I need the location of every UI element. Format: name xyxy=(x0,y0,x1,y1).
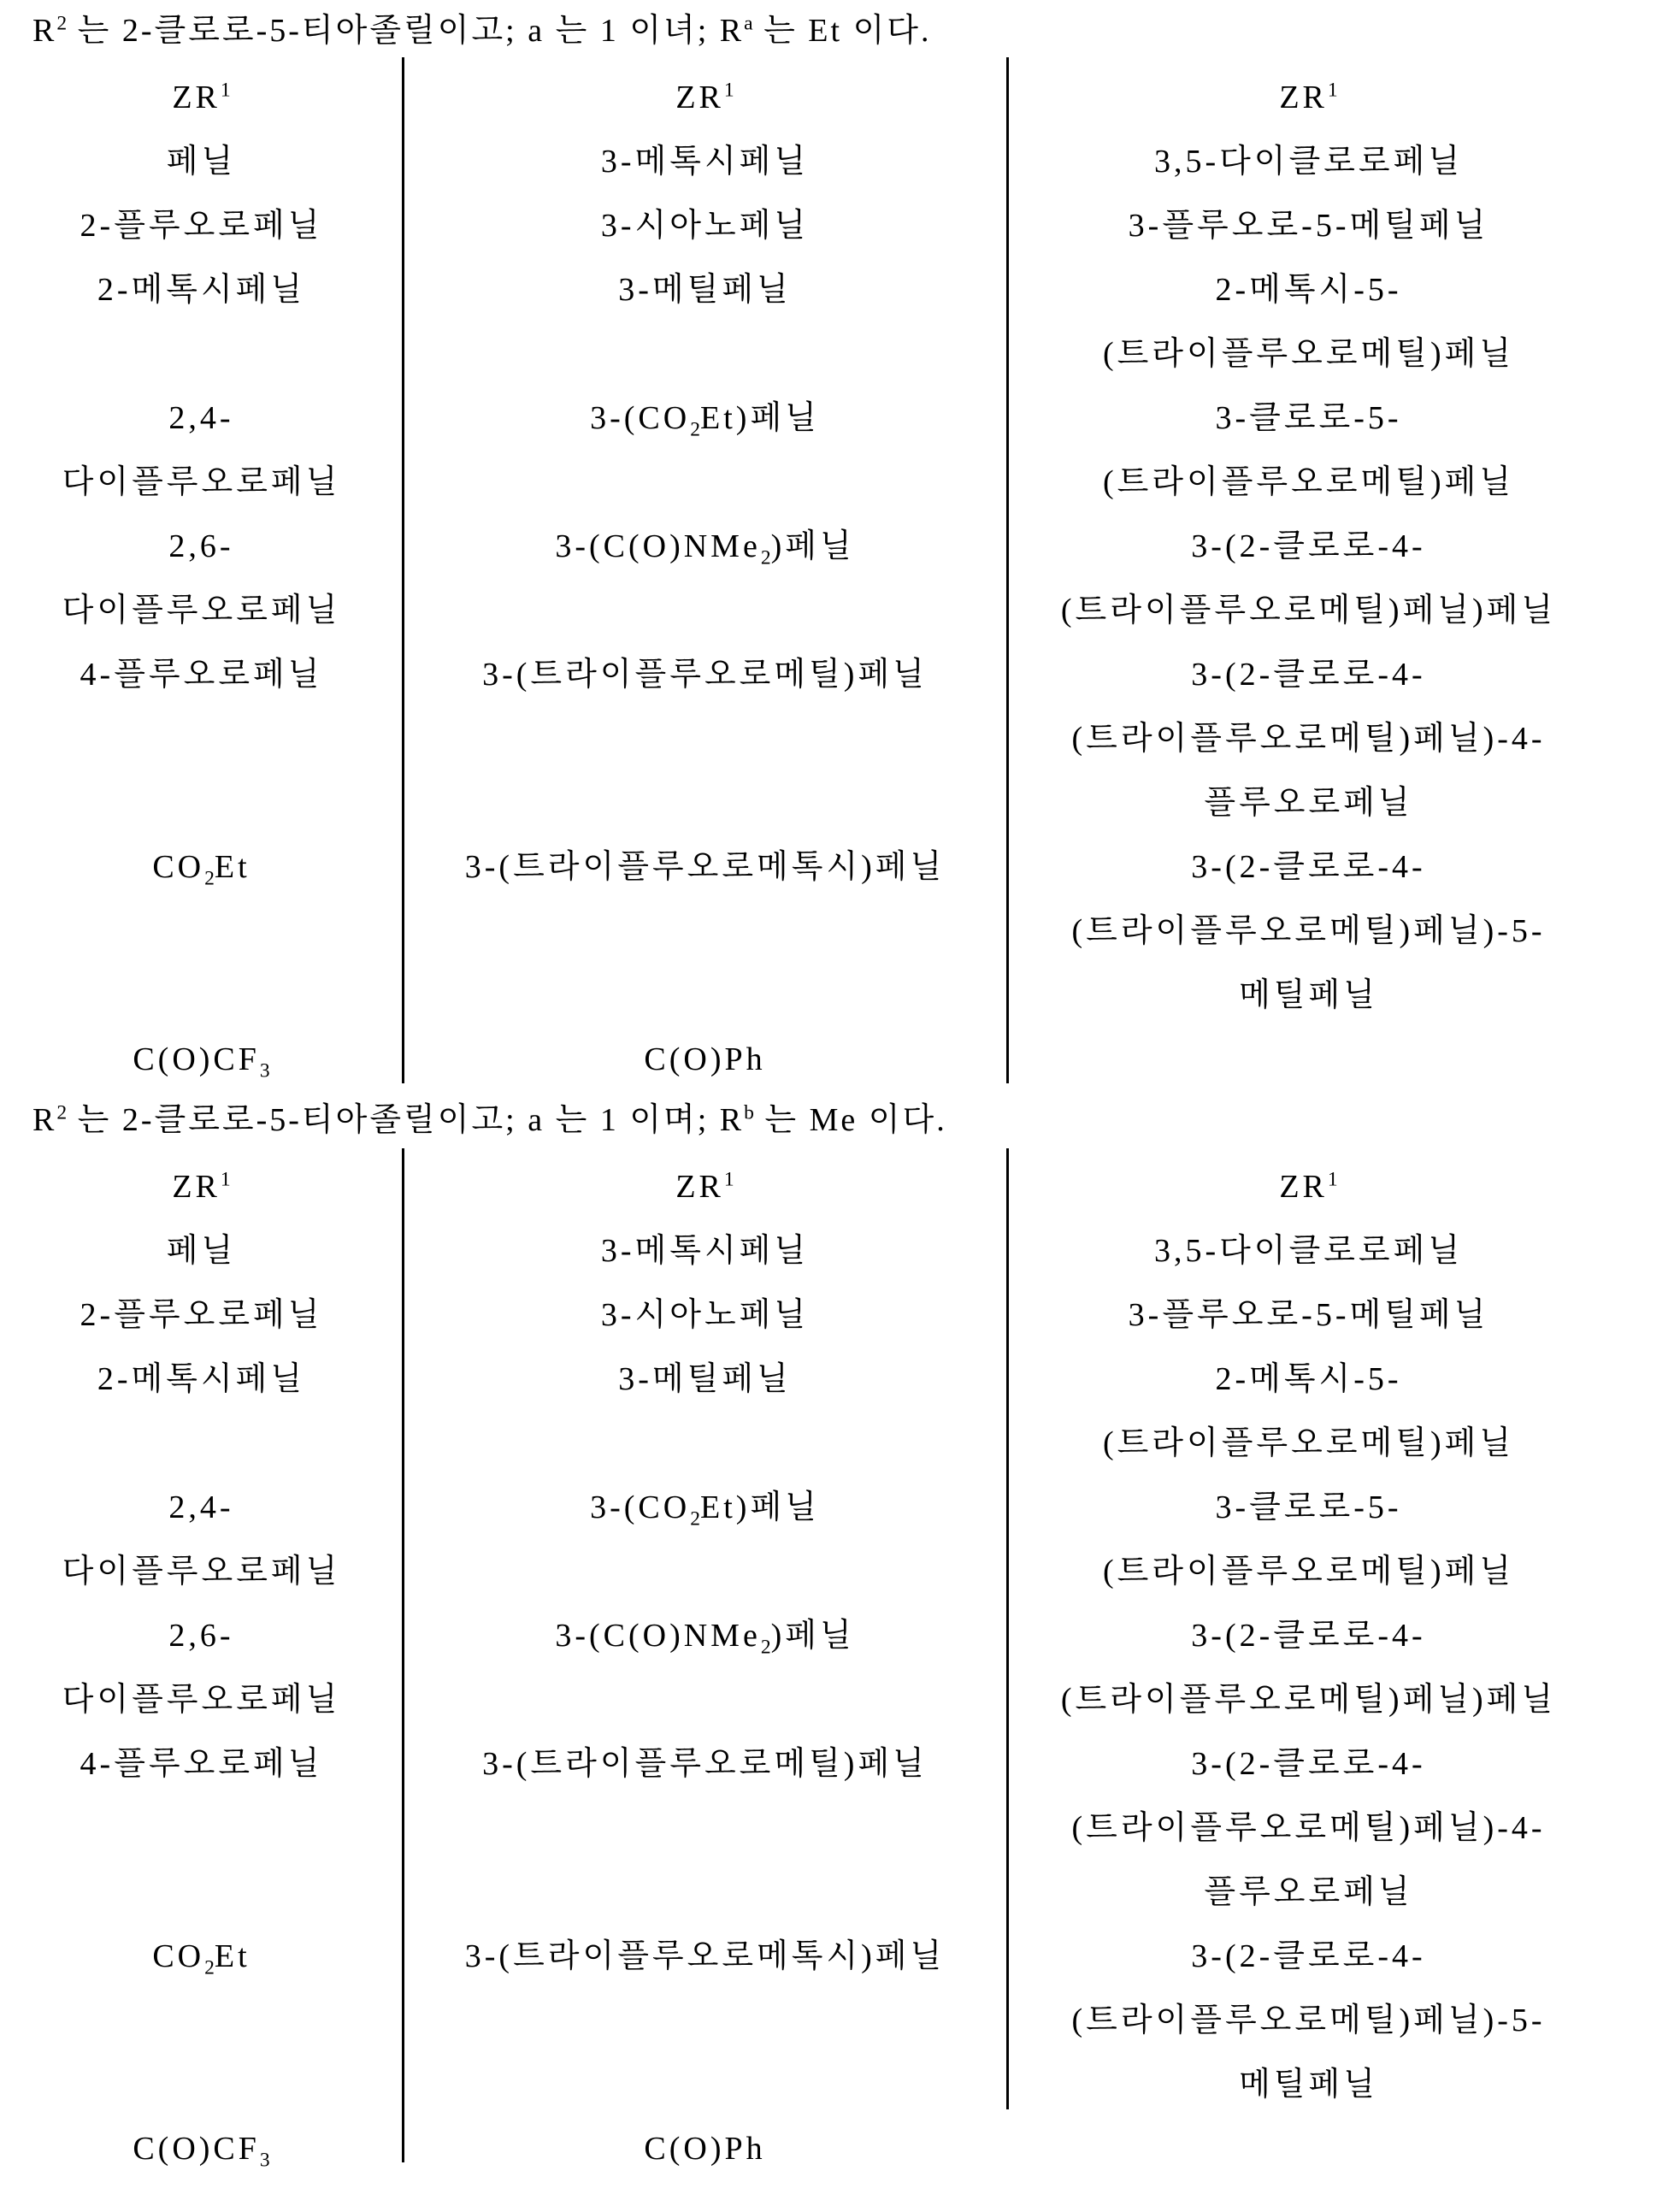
substituent-cell: 3-플루오로-5-메틸페닐 xyxy=(1128,1297,1489,1333)
substituent-cell: 다이플루오로페닐 xyxy=(62,464,341,500)
substituent-cell: 3-(2-클로로-4- xyxy=(1191,849,1426,885)
column-header-label: ZR xyxy=(675,1169,724,1205)
substituent-cell: 3-(2-클로로-4- xyxy=(1191,1938,1426,1974)
formula-part: 3-(C(O)NMe xyxy=(555,1618,761,1654)
substituent-cell: (트라이플루오로메틸)페닐 xyxy=(1102,1554,1515,1590)
substituent-cell: 2-메톡시-5- xyxy=(1215,1361,1402,1397)
formula-subscript: 2 xyxy=(760,1636,771,1659)
substituent-cell: 3-플루오로-5-메틸페닐 xyxy=(1128,208,1489,244)
substituent-cell: 3-클로로-5- xyxy=(1215,1489,1402,1525)
formula-subscript: 3 xyxy=(259,2149,270,2172)
substituent-cell: 3-(2-클로로-4- xyxy=(1191,1618,1426,1654)
substituent-cell: 3-메톡시페닐 xyxy=(600,1233,810,1269)
column-header xyxy=(403,80,1007,115)
substituent-cell: 2,4- xyxy=(168,400,234,436)
substituent-cell: 페닐 xyxy=(166,144,237,180)
column-header xyxy=(0,1170,403,1204)
condition-text-a: 는 2-클로로-5-티아졸릴이고; a 는 1 이녀; R xyxy=(67,13,745,49)
condition-text-b: 는 Et 이다. xyxy=(752,13,932,49)
r2-superscript: 2 xyxy=(56,1101,68,1124)
substituent-cell: C(O)Ph xyxy=(644,1041,766,1077)
column-header-superscript: 1 xyxy=(723,79,734,102)
substituent-cell: 플루오로페닐 xyxy=(1204,1874,1413,1910)
substituent-cell: (트라이플루오로메틸)페닐)-5- xyxy=(1071,913,1546,949)
formula-subscript: 3 xyxy=(259,1059,270,1082)
formula-part: Et)페닐 xyxy=(700,1489,820,1525)
column-header-superscript: 1 xyxy=(723,1168,734,1191)
formula-part: 3-(CO xyxy=(590,400,691,436)
r-superscript: a xyxy=(744,12,753,35)
substituent-cell: 3-(트라이플루오로메톡시)페닐 xyxy=(464,1938,946,1974)
substituent-cell: 3-(2-클로로-4- xyxy=(1191,528,1426,564)
substituent-cell: 3-메틸페닐 xyxy=(618,1361,792,1397)
substituent-cell: 2-메톡시페닐 xyxy=(97,1361,306,1397)
column-header-label: ZR xyxy=(1279,1169,1328,1205)
substituent-cell: 3,5-다이클로로페닐 xyxy=(1153,1233,1464,1269)
condition-text-b: 는 Me 이다. xyxy=(753,1102,947,1138)
formula-part: C(O)CF xyxy=(133,2131,260,2167)
r2-superscript: 2 xyxy=(56,12,68,35)
formula-part: CO xyxy=(152,1938,205,1974)
formula-part: 3-(CO xyxy=(590,1489,691,1525)
column-header xyxy=(1007,80,1610,115)
formula-part: 3-(C(O)NMe xyxy=(555,528,761,564)
column-header-label: ZR xyxy=(172,1169,221,1205)
condition-statement xyxy=(32,14,932,48)
substituent-cell: 3-(2-클로로-4- xyxy=(1191,657,1426,693)
substituent-cell: 3-(트라이플루오로메틸)페닐 xyxy=(482,657,928,693)
column-header xyxy=(1007,1170,1610,1204)
substituent-cell: 다이플루오로페닐 xyxy=(62,593,341,628)
substituent-cell: 3-메톡시페닐 xyxy=(600,144,810,180)
substituent-cell: 4-플루오로페닐 xyxy=(80,1746,323,1782)
substituent-cell: 2,4- xyxy=(168,1489,234,1525)
substituent-cell: 2-플루오로페닐 xyxy=(80,208,323,244)
substituent-cell: C(O)Ph xyxy=(644,2131,766,2167)
substituent-cell: 3-시아노페닐 xyxy=(600,208,810,244)
condition-statement xyxy=(32,1103,947,1137)
formula-subscript: 2 xyxy=(204,867,215,890)
formula-part: Et xyxy=(214,849,251,885)
substituent-cell: 메틸페닐 xyxy=(1239,977,1378,1013)
formula-part: CO xyxy=(152,849,205,885)
column-header-superscript: 1 xyxy=(220,79,231,102)
formula-part: )페닐 xyxy=(770,1618,855,1654)
formula-subscript: 2 xyxy=(760,546,771,569)
formula-part: C(O)CF xyxy=(133,1041,260,1077)
substituent-cell: 3-클로로-5- xyxy=(1215,400,1402,436)
substituent-cell: 2,6- xyxy=(168,528,234,564)
substituent-cell: (트라이플루오로메틸)페닐)페닐 xyxy=(1060,593,1557,628)
column-header-superscript: 1 xyxy=(220,1168,231,1191)
substituent-cell: 메틸페닐 xyxy=(1239,2067,1378,2103)
condition-text-a: 는 2-클로로-5-티아졸릴이고; a 는 1 이며; R xyxy=(67,1102,745,1138)
substituent-cell: (트라이플루오로메틸)페닐)-4- xyxy=(1071,721,1546,757)
column-header-superscript: 1 xyxy=(1327,79,1338,102)
formula-subscript: 2 xyxy=(204,1956,215,1979)
substituent-cell xyxy=(403,1489,1007,1531)
formula-part: Et)페닐 xyxy=(700,400,820,436)
column-header-superscript: 1 xyxy=(1327,1168,1338,1191)
substituent-cell xyxy=(403,528,1007,569)
substituent-cell: 다이플루오로페닐 xyxy=(62,1554,341,1590)
column-header xyxy=(403,1170,1007,1204)
substituent-cell xyxy=(0,2131,403,2172)
substituent-cell: (트라이플루오로메틸)페닐 xyxy=(1102,336,1515,372)
substituent-cell: 페닐 xyxy=(166,1233,237,1269)
substituent-cell: (트라이플루오로메틸)페닐)-5- xyxy=(1071,2003,1546,2038)
substituent-cell: (트라이플루오로메틸)페닐 xyxy=(1102,464,1515,500)
substituent-cell: 플루오로페닐 xyxy=(1204,785,1413,821)
r2-label: R xyxy=(32,1102,57,1138)
substituent-cell: 2-메톡시페닐 xyxy=(97,272,306,308)
substituent-cell: (트라이플루오로메틸)페닐)-4- xyxy=(1071,1810,1546,1846)
column-header-label: ZR xyxy=(1279,80,1328,115)
substituent-cell: 다이플루오로페닐 xyxy=(62,1682,341,1718)
substituent-cell xyxy=(0,1041,403,1082)
substituent-cell: 2-메톡시-5- xyxy=(1215,272,1402,308)
column-header xyxy=(0,80,403,115)
substituent-cell: 3-메틸페닐 xyxy=(618,272,792,308)
formula-part: )페닐 xyxy=(770,528,855,564)
substituent-cell: 3,5-다이클로로페닐 xyxy=(1153,144,1464,180)
substituent-cell: 2-플루오로페닐 xyxy=(80,1297,323,1333)
substituent-cell xyxy=(0,1938,403,1979)
formula-subscript: 2 xyxy=(690,418,701,441)
substituent-cell: 3-시아노페닐 xyxy=(600,1297,810,1333)
column-header-label: ZR xyxy=(675,80,724,115)
substituent-cell: (트라이플루오로메틸)페닐 xyxy=(1102,1425,1515,1461)
substituent-cell: 2,6- xyxy=(168,1618,234,1654)
substituent-cell: 4-플루오로페닐 xyxy=(80,657,323,693)
column-header-label: ZR xyxy=(172,80,221,115)
r-superscript: b xyxy=(744,1101,754,1124)
substituent-cell: (트라이플루오로메틸)페닐)페닐 xyxy=(1060,1682,1557,1718)
formula-part: Et xyxy=(214,1938,251,1974)
r2-label: R xyxy=(32,13,57,49)
substituent-cell xyxy=(0,849,403,890)
substituent-cell xyxy=(403,1618,1007,1659)
formula-subscript: 2 xyxy=(690,1507,701,1531)
substituent-cell: 3-(2-클로로-4- xyxy=(1191,1746,1426,1782)
substituent-cell: 3-(트라이플루오로메톡시)페닐 xyxy=(464,849,946,885)
substituent-cell xyxy=(403,400,1007,441)
substituent-cell: 3-(트라이플루오로메틸)페닐 xyxy=(482,1746,928,1782)
